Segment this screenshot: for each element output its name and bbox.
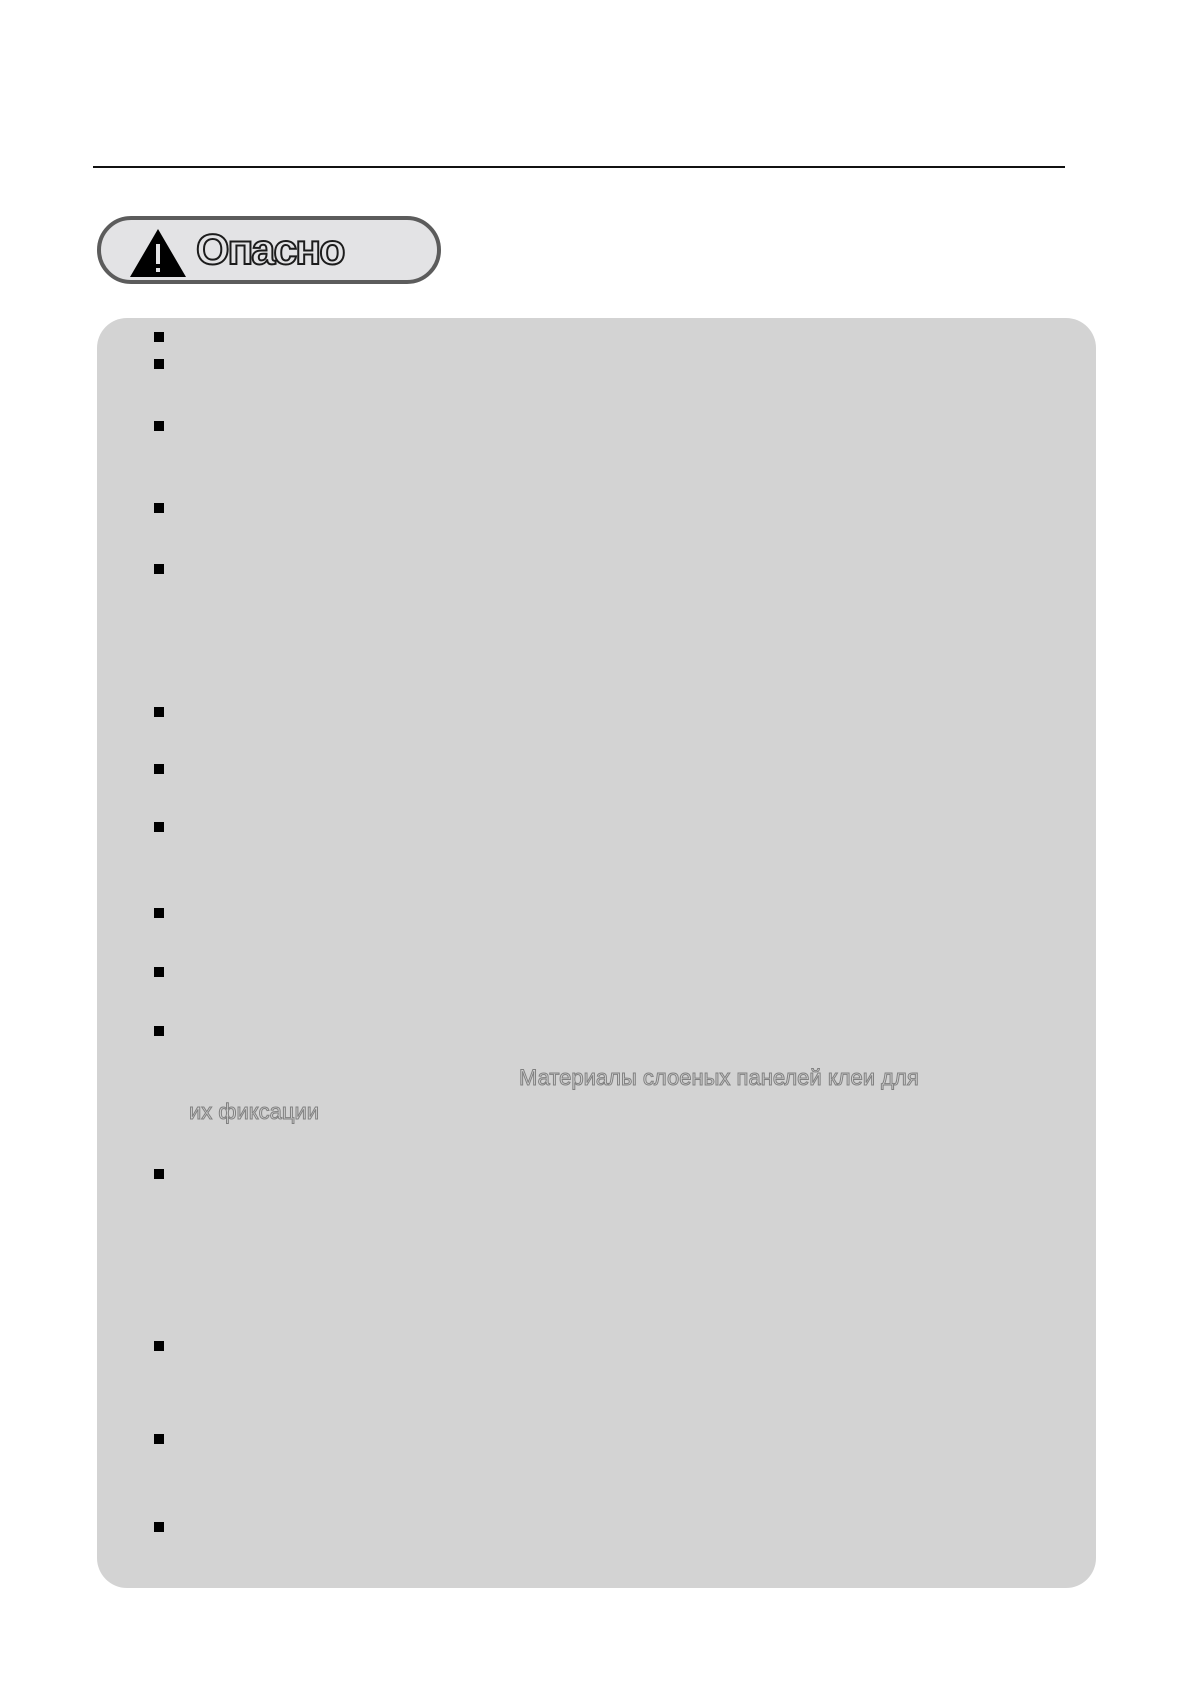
square-bullet-icon [154,967,164,977]
square-bullet-icon [154,359,164,369]
warning-triangle-icon [128,227,188,279]
square-bullet-icon [154,421,164,431]
content-panel [97,318,1096,1588]
square-bullet-icon [154,564,164,574]
square-bullet-icon [154,1169,164,1179]
square-bullet-icon [154,1341,164,1351]
square-bullet-icon [154,908,164,918]
square-bullet-icon [154,764,164,774]
square-bullet-icon [154,1522,164,1532]
warning-header [97,216,441,284]
square-bullet-icon [154,822,164,832]
square-bullet-icon [154,707,164,717]
faint-text-line: их фиксации [189,1099,320,1124]
square-bullet-icon [154,503,164,513]
square-bullet-icon [154,1026,164,1036]
top-rule [93,166,1065,168]
warning-title: Опасно [196,226,344,274]
square-bullet-icon [154,1434,164,1444]
square-bullet-icon [154,332,164,342]
faint-text-line: Материалы слоеных панелей клеи для [519,1065,919,1090]
